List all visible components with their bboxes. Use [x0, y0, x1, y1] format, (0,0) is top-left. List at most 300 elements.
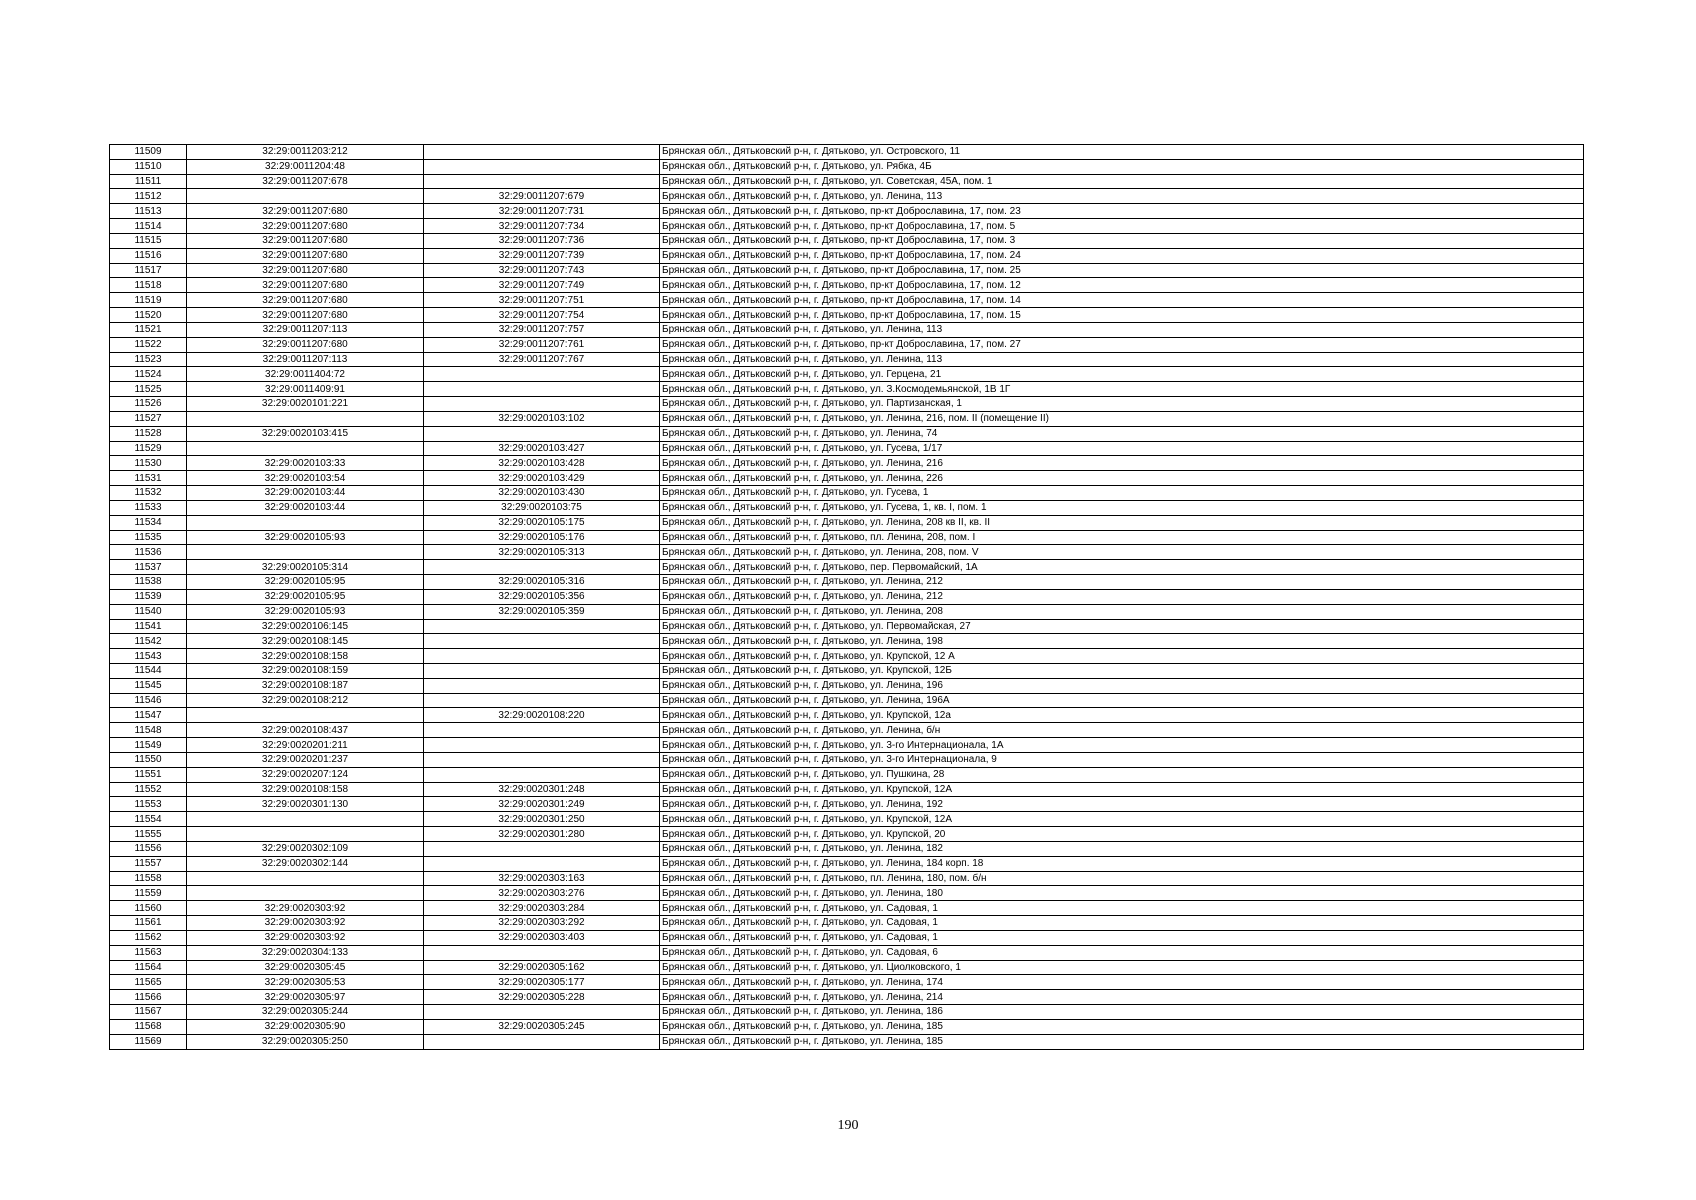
address-cell: Брянская обл., Дятьковский р-н, г. Дятьково, ул. Гусева, 1, кв. I, пом. 1 [660, 500, 1584, 515]
address-cell: Брянская обл., Дятьковский р-н, г. Дятьково, ул. Ленина, 196 [660, 678, 1584, 693]
row-number-cell: 11564 [110, 960, 187, 975]
cadastral-number-cell: 32:29:0020201:211 [187, 738, 424, 753]
address-cell: Брянская обл., Дятьковский р-н, г. Дятьково, ул. Ленина, 174 [660, 975, 1584, 990]
related-cadastral-number-cell [424, 945, 660, 960]
related-cadastral-number-cell: 32:29:0020105:175 [424, 515, 660, 530]
address-cell: Брянская обл., Дятьковский р-н, г. Дятьково, пр-кт Доброславина, 17, пом. 27 [660, 337, 1584, 352]
address-cell: Брянская обл., Дятьковский р-н, г. Дятьково, ул. Партизанская, 1 [660, 397, 1584, 412]
related-cadastral-number-cell: 32:29:0020305:245 [424, 1019, 660, 1034]
cadastral-number-cell: 32:29:0011203:212 [187, 145, 424, 160]
table-row [110, 515, 1584, 530]
row-number-cell: 11550 [110, 752, 187, 767]
cadastral-number-cell: 32:29:0020108:437 [187, 723, 424, 738]
address-cell: Брянская обл., Дятьковский р-н, г. Дятьково, ул. Ленина, 185 [660, 1034, 1584, 1049]
cadastral-number-cell: 32:29:0020201:237 [187, 752, 424, 767]
table-row [110, 782, 1584, 797]
table-row [110, 797, 1584, 812]
cadastral-number-cell: 32:29:0020303:92 [187, 901, 424, 916]
registry-table-body [110, 145, 1584, 1050]
table-row [110, 411, 1584, 426]
row-number-cell: 11528 [110, 426, 187, 441]
related-cadastral-number-cell: 32:29:0020103:75 [424, 500, 660, 515]
table-row [110, 189, 1584, 204]
table-row [110, 530, 1584, 545]
row-number-cell: 11555 [110, 827, 187, 842]
row-number-cell: 11540 [110, 604, 187, 619]
address-cell: Брянская обл., Дятьковский р-н, г. Дятьково, ул. 3-го Интернационала, 9 [660, 752, 1584, 767]
table-row [110, 723, 1584, 738]
table-row [110, 708, 1584, 723]
cadastral-number-cell: 32:29:0020305:53 [187, 975, 424, 990]
table-row [110, 678, 1584, 693]
row-number-cell: 11526 [110, 397, 187, 412]
row-number-cell: 11534 [110, 515, 187, 530]
table-row [110, 174, 1584, 189]
cadastral-number-cell: 32:29:0011207:680 [187, 248, 424, 263]
address-cell: Брянская обл., Дятьковский р-н, г. Дятьково, ул. З.Космодемьянской, 1В 1Г [660, 382, 1584, 397]
address-cell: Брянская обл., Дятьковский р-н, г. Дятьково, ул. Гусева, 1/17 [660, 441, 1584, 456]
row-number-cell: 11530 [110, 456, 187, 471]
address-cell: Брянская обл., Дятьковский р-н, г. Дятьково, ул. Ленина, 113 [660, 322, 1584, 337]
table-row [110, 856, 1584, 871]
table-row [110, 886, 1584, 901]
address-cell: Брянская обл., Дятьковский р-н, г. Дятьково, ул. Ленина, 196А [660, 693, 1584, 708]
row-number-cell: 11518 [110, 278, 187, 293]
address-cell: Брянская обл., Дятьковский р-н, г. Дятьково, ул. Крупской, 20 [660, 827, 1584, 842]
table-row [110, 367, 1584, 382]
cadastral-number-cell: 32:29:0020105:95 [187, 575, 424, 590]
address-cell: Брянская обл., Дятьковский р-н, г. Дятьково, ул. Рябка, 4Б [660, 159, 1584, 174]
table-row [110, 560, 1584, 575]
related-cadastral-number-cell [424, 723, 660, 738]
table-row [110, 990, 1584, 1005]
related-cadastral-number-cell [424, 426, 660, 441]
cadastral-number-cell [187, 871, 424, 886]
related-cadastral-number-cell [424, 560, 660, 575]
address-cell: Брянская обл., Дятьковский р-н, г. Дятьково, пл. Ленина, 208, пом. I [660, 530, 1584, 545]
table-row [110, 248, 1584, 263]
related-cadastral-number-cell [424, 841, 660, 856]
related-cadastral-number-cell: 32:29:0020105:176 [424, 530, 660, 545]
related-cadastral-number-cell: 32:29:0011207:739 [424, 248, 660, 263]
row-number-cell: 11525 [110, 382, 187, 397]
row-number-cell: 11527 [110, 411, 187, 426]
cadastral-number-cell: 32:29:0011207:680 [187, 219, 424, 234]
cadastral-number-cell [187, 812, 424, 827]
address-cell: Брянская обл., Дятьковский р-н, г. Дятьково, ул. Садовая, 6 [660, 945, 1584, 960]
address-cell: Брянская обл., Дятьковский р-н, г. Дятьково, пр-кт Доброславина, 17, пом. 3 [660, 233, 1584, 248]
related-cadastral-number-cell: 32:29:0020305:177 [424, 975, 660, 990]
related-cadastral-number-cell: 32:29:0020303:163 [424, 871, 660, 886]
related-cadastral-number-cell [424, 1034, 660, 1049]
related-cadastral-number-cell [424, 693, 660, 708]
cadastral-number-cell: 32:29:0020108:145 [187, 634, 424, 649]
row-number-cell: 11533 [110, 500, 187, 515]
table-row [110, 322, 1584, 337]
cadastral-number-cell: 32:29:0020207:124 [187, 767, 424, 782]
address-cell: Брянская обл., Дятьковский р-н, г. Дятьково, ул. Ленина, 186 [660, 1005, 1584, 1020]
table-row [110, 263, 1584, 278]
table-row [110, 308, 1584, 323]
row-number-cell: 11552 [110, 782, 187, 797]
cadastral-number-cell: 32:29:0020106:145 [187, 619, 424, 634]
table-row [110, 871, 1584, 886]
cadastral-number-cell: 32:29:0011207:680 [187, 204, 424, 219]
table-row [110, 159, 1584, 174]
related-cadastral-number-cell: 32:29:0011207:679 [424, 189, 660, 204]
related-cadastral-number-cell: 32:29:0020103:430 [424, 486, 660, 501]
address-cell: Брянская обл., Дятьковский р-н, г. Дятьково, пр-кт Доброславина, 17, пом. 15 [660, 308, 1584, 323]
related-cadastral-number-cell [424, 634, 660, 649]
table-row [110, 945, 1584, 960]
related-cadastral-number-cell: 32:29:0020105:359 [424, 604, 660, 619]
cadastral-number-cell: 32:29:0020103:44 [187, 500, 424, 515]
row-number-cell: 11560 [110, 901, 187, 916]
address-cell: Брянская обл., Дятьковский р-н, г. Дятьково, ул. Ленина, 184 корп. 18 [660, 856, 1584, 871]
address-cell: Брянская обл., Дятьковский р-н, г. Дятьково, ул. Ленина, 216, пом. II (помещение II) [660, 411, 1584, 426]
row-number-cell: 11544 [110, 663, 187, 678]
table-row [110, 767, 1584, 782]
table-row [110, 575, 1584, 590]
cadastral-number-cell: 32:29:0020103:44 [187, 486, 424, 501]
cadastral-number-cell: 32:29:0011207:678 [187, 174, 424, 189]
table-row [110, 545, 1584, 560]
row-number-cell: 11546 [110, 693, 187, 708]
cadastral-number-cell: 32:29:0020302:144 [187, 856, 424, 871]
table-row [110, 426, 1584, 441]
table-row [110, 975, 1584, 990]
address-cell: Брянская обл., Дятьковский р-н, г. Дятьково, пр-кт Доброславина, 17, пом. 25 [660, 263, 1584, 278]
related-cadastral-number-cell: 32:29:0020301:249 [424, 797, 660, 812]
related-cadastral-number-cell: 32:29:0020301:250 [424, 812, 660, 827]
row-number-cell: 11563 [110, 945, 187, 960]
cadastral-number-cell: 32:29:0011409:91 [187, 382, 424, 397]
row-number-cell: 11548 [110, 723, 187, 738]
related-cadastral-number-cell: 32:29:0011207:761 [424, 337, 660, 352]
cadastral-number-cell: 32:29:0011207:680 [187, 263, 424, 278]
table-row [110, 1019, 1584, 1034]
related-cadastral-number-cell: 32:29:0011207:749 [424, 278, 660, 293]
row-number-cell: 11551 [110, 767, 187, 782]
related-cadastral-number-cell: 32:29:0011207:734 [424, 219, 660, 234]
cadastral-number-cell: 32:29:0020108:212 [187, 693, 424, 708]
cadastral-number-cell: 32:29:0020305:97 [187, 990, 424, 1005]
address-cell: Брянская обл., Дятьковский р-н, г. Дятьково, ул. Ленина, 182 [660, 841, 1584, 856]
address-cell: Брянская обл., Дятьковский р-н, г. Дятьково, ул. Ленина, 226 [660, 471, 1584, 486]
cadastral-number-cell: 32:29:0011207:113 [187, 352, 424, 367]
cadastral-number-cell: 32:29:0020105:314 [187, 560, 424, 575]
address-cell: Брянская обл., Дятьковский р-н, г. Дятьково, ул. Ленина, 180 [660, 886, 1584, 901]
row-number-cell: 11531 [110, 471, 187, 486]
row-number-cell: 11557 [110, 856, 187, 871]
row-number-cell: 11566 [110, 990, 187, 1005]
row-number-cell: 11543 [110, 649, 187, 664]
row-number-cell: 11532 [110, 486, 187, 501]
address-cell: Брянская обл., Дятьковский р-н, г. Дятьково, ул. Ленина, 113 [660, 352, 1584, 367]
related-cadastral-number-cell: 32:29:0011207:754 [424, 308, 660, 323]
cadastral-number-cell [187, 886, 424, 901]
address-cell: Брянская обл., Дятьковский р-н, г. Дятьково, пл. Ленина, 180, пом. б/н [660, 871, 1584, 886]
cadastral-number-cell [187, 827, 424, 842]
cadastral-number-cell: 32:29:0020305:90 [187, 1019, 424, 1034]
cadastral-number-cell: 32:29:0020303:92 [187, 930, 424, 945]
related-cadastral-number-cell [424, 856, 660, 871]
row-number-cell: 11559 [110, 886, 187, 901]
address-cell: Брянская обл., Дятьковский р-н, г. Дятьково, ул. Крупской, 12А [660, 782, 1584, 797]
row-number-cell: 11553 [110, 797, 187, 812]
table-row [110, 693, 1584, 708]
related-cadastral-number-cell [424, 397, 660, 412]
related-cadastral-number-cell [424, 619, 660, 634]
table-row [110, 456, 1584, 471]
related-cadastral-number-cell: 32:29:0020108:220 [424, 708, 660, 723]
address-cell: Брянская обл., Дятьковский р-н, г. Дятьково, пр-кт Доброславина, 17, пом. 14 [660, 293, 1584, 308]
related-cadastral-number-cell [424, 382, 660, 397]
address-cell: Брянская обл., Дятьковский р-н, г. Дятьково, ул. Крупской, 12а [660, 708, 1584, 723]
related-cadastral-number-cell [424, 678, 660, 693]
address-cell: Брянская обл., Дятьковский р-н, г. Дятьково, ул. Садовая, 1 [660, 901, 1584, 916]
address-cell: Брянская обл., Дятьковский р-н, г. Дятьково, ул. Островского, 11 [660, 145, 1584, 160]
address-cell: Брянская обл., Дятьковский р-н, г. Дятьково, ул. Крупской, 12А [660, 812, 1584, 827]
row-number-cell: 11513 [110, 204, 187, 219]
table-row [110, 649, 1584, 664]
table-row [110, 619, 1584, 634]
address-cell: Брянская обл., Дятьковский р-н, г. Дятьково, пер. Первомайский, 1А [660, 560, 1584, 575]
related-cadastral-number-cell [424, 145, 660, 160]
cadastral-number-cell [187, 189, 424, 204]
row-number-cell: 11522 [110, 337, 187, 352]
address-cell: Брянская обл., Дятьковский р-н, г. Дятьково, ул. Ленина, 212 [660, 575, 1584, 590]
related-cadastral-number-cell: 32:29:0020103:429 [424, 471, 660, 486]
table-row [110, 1034, 1584, 1049]
row-number-cell: 11538 [110, 575, 187, 590]
address-cell: Брянская обл., Дятьковский р-н, г. Дятьково, ул. 3-го Интернационала, 1А [660, 738, 1584, 753]
row-number-cell: 11542 [110, 634, 187, 649]
related-cadastral-number-cell: 32:29:0011207:731 [424, 204, 660, 219]
cadastral-number-cell [187, 411, 424, 426]
cadastral-number-cell: 32:29:0011204:48 [187, 159, 424, 174]
cadastral-number-cell [187, 441, 424, 456]
related-cadastral-number-cell: 32:29:0020303:284 [424, 901, 660, 916]
table-row [110, 663, 1584, 678]
related-cadastral-number-cell [424, 1005, 660, 1020]
cadastral-number-cell: 32:29:0011207:113 [187, 322, 424, 337]
related-cadastral-number-cell [424, 738, 660, 753]
cadastral-number-cell: 32:29:0020305:45 [187, 960, 424, 975]
address-cell: Брянская обл., Дятьковский р-н, г. Дятьково, ул. Первомайская, 27 [660, 619, 1584, 634]
row-number-cell: 11565 [110, 975, 187, 990]
address-cell: Брянская обл., Дятьковский р-н, г. Дятьково, ул. Крупской, 12Б [660, 663, 1584, 678]
cadastral-number-cell: 32:29:0020305:244 [187, 1005, 424, 1020]
related-cadastral-number-cell: 32:29:0020103:427 [424, 441, 660, 456]
table-row [110, 589, 1584, 604]
related-cadastral-number-cell: 32:29:0011207:767 [424, 352, 660, 367]
row-number-cell: 11529 [110, 441, 187, 456]
related-cadastral-number-cell: 32:29:0020103:428 [424, 456, 660, 471]
related-cadastral-number-cell: 32:29:0020105:356 [424, 589, 660, 604]
cadastral-number-cell: 32:29:0020108:158 [187, 782, 424, 797]
address-cell: Брянская обл., Дятьковский р-н, г. Дятьково, ул. Ленина, 212 [660, 589, 1584, 604]
table-row [110, 233, 1584, 248]
address-cell: Брянская обл., Дятьковский р-н, г. Дятьково, ул. Ленина, 214 [660, 990, 1584, 1005]
cadastral-number-cell: 32:29:0011207:680 [187, 308, 424, 323]
related-cadastral-number-cell: 32:29:0011207:757 [424, 322, 660, 337]
row-number-cell: 11536 [110, 545, 187, 560]
related-cadastral-number-cell: 32:29:0020303:276 [424, 886, 660, 901]
cadastral-number-cell: 32:29:0020302:109 [187, 841, 424, 856]
row-number-cell: 11562 [110, 930, 187, 945]
table-row [110, 145, 1584, 160]
table-row [110, 960, 1584, 975]
cadastral-number-cell: 32:29:0020105:95 [187, 589, 424, 604]
row-number-cell: 11521 [110, 322, 187, 337]
address-cell: Брянская обл., Дятьковский р-н, г. Дятьково, ул. Ленина, 208 [660, 604, 1584, 619]
table-row [110, 278, 1584, 293]
related-cadastral-number-cell: 32:29:0020303:403 [424, 930, 660, 945]
page-number: 190 [837, 1118, 859, 1133]
address-cell: Брянская обл., Дятьковский р-н, г. Дятьково, ул. Ленина, 208 кв II, кв. II [660, 515, 1584, 530]
cadastral-number-cell: 32:29:0011207:680 [187, 233, 424, 248]
cadastral-number-cell: 32:29:0020305:250 [187, 1034, 424, 1049]
table-row [110, 841, 1584, 856]
address-cell: Брянская обл., Дятьковский р-н, г. Дятьково, ул. Ленина, 216 [660, 456, 1584, 471]
table-row [110, 441, 1584, 456]
row-number-cell: 11554 [110, 812, 187, 827]
row-number-cell: 11511 [110, 174, 187, 189]
related-cadastral-number-cell: 32:29:0020305:228 [424, 990, 660, 1005]
row-number-cell: 11515 [110, 233, 187, 248]
row-number-cell: 11561 [110, 916, 187, 931]
cadastral-number-cell: 32:29:0020105:93 [187, 530, 424, 545]
table-row [110, 219, 1584, 234]
related-cadastral-number-cell [424, 159, 660, 174]
related-cadastral-number-cell: 32:29:0020303:292 [424, 916, 660, 931]
row-number-cell: 11568 [110, 1019, 187, 1034]
address-cell: Брянская обл., Дятьковский р-н, г. Дятьково, ул. Садовая, 1 [660, 916, 1584, 931]
row-number-cell: 11520 [110, 308, 187, 323]
address-cell: Брянская обл., Дятьковский р-н, г. Дятьково, ул. Ленина, 113 [660, 189, 1584, 204]
cadastral-number-cell: 32:29:0011207:680 [187, 293, 424, 308]
cadastral-number-cell: 32:29:0020108:159 [187, 663, 424, 678]
cadastral-number-cell: 32:29:0020103:33 [187, 456, 424, 471]
row-number-cell: 11541 [110, 619, 187, 634]
table-row [110, 930, 1584, 945]
table-row [110, 812, 1584, 827]
address-cell: Брянская обл., Дятьковский р-н, г. Дятьково, ул. Ленина, б/н [660, 723, 1584, 738]
related-cadastral-number-cell: 32:29:0020305:162 [424, 960, 660, 975]
related-cadastral-number-cell: 32:29:0011207:751 [424, 293, 660, 308]
related-cadastral-number-cell [424, 663, 660, 678]
cadastral-number-cell: 32:29:0020101:221 [187, 397, 424, 412]
address-cell: Брянская обл., Дятьковский р-н, г. Дятьково, ул. Советская, 45А, пом. 1 [660, 174, 1584, 189]
related-cadastral-number-cell [424, 752, 660, 767]
table-row [110, 337, 1584, 352]
row-number-cell: 11510 [110, 159, 187, 174]
related-cadastral-number-cell [424, 649, 660, 664]
table-row [110, 486, 1584, 501]
related-cadastral-number-cell: 32:29:0020301:280 [424, 827, 660, 842]
related-cadastral-number-cell [424, 367, 660, 382]
table-row [110, 634, 1584, 649]
table-row [110, 827, 1584, 842]
table-row [110, 901, 1584, 916]
row-number-cell: 11556 [110, 841, 187, 856]
row-number-cell: 11514 [110, 219, 187, 234]
table-row [110, 471, 1584, 486]
address-cell: Брянская обл., Дятьковский р-н, г. Дятьково, ул. Циолковского, 1 [660, 960, 1584, 975]
cadastral-number-cell: 32:29:0020304:133 [187, 945, 424, 960]
table-row [110, 916, 1584, 931]
address-cell: Брянская обл., Дятьковский р-н, г. Дятьково, ул. Крупской, 12 А [660, 649, 1584, 664]
table-row [110, 752, 1584, 767]
cadastral-number-cell: 32:29:0020108:158 [187, 649, 424, 664]
cadastral-number-cell: 32:29:0020105:93 [187, 604, 424, 619]
row-number-cell: 11545 [110, 678, 187, 693]
table-row [110, 604, 1584, 619]
row-number-cell: 11547 [110, 708, 187, 723]
table-row [110, 293, 1584, 308]
row-number-cell: 11516 [110, 248, 187, 263]
row-number-cell: 11519 [110, 293, 187, 308]
related-cadastral-number-cell: 32:29:0020103:102 [424, 411, 660, 426]
cadastral-number-cell: 32:29:0020103:415 [187, 426, 424, 441]
row-number-cell: 11535 [110, 530, 187, 545]
address-cell: Брянская обл., Дятьковский р-н, г. Дятьково, ул. Гусева, 1 [660, 486, 1584, 501]
row-number-cell: 11549 [110, 738, 187, 753]
related-cadastral-number-cell: 32:29:0011207:736 [424, 233, 660, 248]
address-cell: Брянская обл., Дятьковский р-н, г. Дятьково, пр-кт Доброславина, 17, пом. 23 [660, 204, 1584, 219]
related-cadastral-number-cell [424, 767, 660, 782]
address-cell: Брянская обл., Дятьковский р-н, г. Дятьково, ул. Ленина, 74 [660, 426, 1584, 441]
cadastral-number-cell: 32:29:0020108:187 [187, 678, 424, 693]
related-cadastral-number-cell: 32:29:0020105:316 [424, 575, 660, 590]
related-cadastral-number-cell [424, 174, 660, 189]
address-cell: Брянская обл., Дятьковский р-н, г. Дятьково, ул. Герцена, 21 [660, 367, 1584, 382]
cadastral-number-cell: 32:29:0020103:54 [187, 471, 424, 486]
registry-table [109, 144, 1584, 1050]
table-row [110, 738, 1584, 753]
cadastral-number-cell: 32:29:0011207:680 [187, 337, 424, 352]
row-number-cell: 11512 [110, 189, 187, 204]
table-row [110, 1005, 1584, 1020]
address-cell: Брянская обл., Дятьковский р-н, г. Дятьково, ул. Пушкина, 28 [660, 767, 1584, 782]
cadastral-number-cell: 32:29:0011404:72 [187, 367, 424, 382]
cadastral-number-cell [187, 545, 424, 560]
related-cadastral-number-cell: 32:29:0020105:313 [424, 545, 660, 560]
address-cell: Брянская обл., Дятьковский р-н, г. Дятьково, ул. Ленина, 198 [660, 634, 1584, 649]
cadastral-number-cell [187, 515, 424, 530]
address-cell: Брянская обл., Дятьковский р-н, г. Дятьково, ул. Ленина, 208, пом. V [660, 545, 1584, 560]
row-number-cell: 11537 [110, 560, 187, 575]
cadastral-number-cell [187, 708, 424, 723]
row-number-cell: 11567 [110, 1005, 187, 1020]
cadastral-number-cell: 32:29:0020301:130 [187, 797, 424, 812]
address-cell: Брянская обл., Дятьковский р-н, г. Дятьково, пр-кт Доброславина, 17, пом. 12 [660, 278, 1584, 293]
row-number-cell: 11524 [110, 367, 187, 382]
address-cell: Брянская обл., Дятьковский р-н, г. Дятьково, пр-кт Доброславина, 17, пом. 5 [660, 219, 1584, 234]
address-cell: Брянская обл., Дятьковский р-н, г. Дятьково, ул. Ленина, 185 [660, 1019, 1584, 1034]
row-number-cell: 11569 [110, 1034, 187, 1049]
table-row [110, 382, 1584, 397]
related-cadastral-number-cell: 32:29:0020301:248 [424, 782, 660, 797]
table-row [110, 500, 1584, 515]
row-number-cell: 11509 [110, 145, 187, 160]
address-cell: Брянская обл., Дятьковский р-н, г. Дятьково, пр-кт Доброславина, 17, пом. 24 [660, 248, 1584, 263]
cadastral-number-cell: 32:29:0011207:680 [187, 278, 424, 293]
row-number-cell: 11517 [110, 263, 187, 278]
related-cadastral-number-cell: 32:29:0011207:743 [424, 263, 660, 278]
row-number-cell: 11523 [110, 352, 187, 367]
